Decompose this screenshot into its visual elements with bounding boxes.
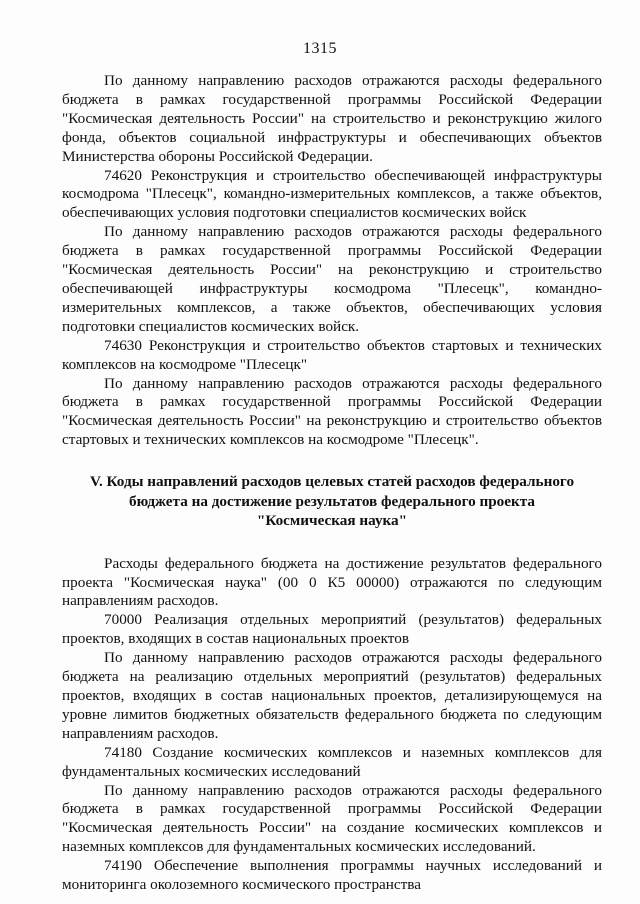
- paragraph-code-74180: 74180 Создание космических комплексов и наземных комплексов для фундаментальных космических исследований: [62, 743, 602, 780]
- section-heading: [62, 472, 602, 531]
- paragraph-direction-description: По данному направлению расходов отражаются расходы федерального бюджета в рамках государственной программы Российской Федерации "Космическая деятельность России" на реконструкцию и строительство объектов стартовых и технических комплексов на космодроме "Плесецк".: [62, 374, 602, 449]
- section-heading-line: "Космическая наука": [256, 512, 408, 530]
- paragraph-direction-description: По данному направлению расходов отражаются расходы федерального бюджета в рамках государственной программы Российской Федерации "Космическая деятельность России" на создание космических комплексов и наземных комплексов для фундаментальных космических исследований.: [62, 781, 602, 856]
- paragraph-intro: Расходы федерального бюджета на достижение результатов федерального проекта "Космическая наука" (00 0 К5 00000) отражаются по следующим направлениям расходов.: [62, 554, 602, 610]
- paragraph-code-74620: 74620 Реконструкция и строительство обеспечивающей инфраструктуры космодрома "Плесецк", командно-измерительных комплексов, а также объектов, обеспечивающих условия подготовки специалистов космических войск: [62, 166, 602, 222]
- section-heading-line: бюджета на достижение результатов федерального проекта: [128, 492, 536, 510]
- paragraph-code-74190: 74190 Обеспечение выполнения программы научных исследований и мониторинга околоземного космического пространства: [62, 857, 602, 894]
- paragraph-code-74630: 74630 Реконструкция и строительство объектов стартовых и технических комплексов на космодроме "Плесецк": [62, 336, 602, 373]
- paragraph-direction-description: По данному направлению расходов отражаются расходы федерального бюджета в рамках государственной программы Российской Федерации "Космическая деятельность России" на реконструкцию и строительство обеспечивающей инфраструктуры космодрома "Плесецк", командно-измерительных комплексов, а также объектов, обеспечивающих условия подготовки специалистов космических войск.: [62, 223, 602, 335]
- paragraph-code-70000: 70000 Реализация отдельных мероприятий (результатов) федеральных проектов, входящих в состав национальных проектов: [62, 611, 602, 648]
- document-body: [62, 72, 602, 895]
- page-number: 1315: [303, 40, 337, 57]
- paragraph-direction-description: По данному направлению расходов отражаются расходы федерального бюджета на реализацию отдельных мероприятий (результатов) федеральных проектов, входящих в состав национальных проектов, детализирующемуся на уровне лимитов бюджетных обязательств федерального бюджета по следующим направлениям расходов.: [62, 649, 602, 742]
- section-heading-line: V. Коды направлений расходов целевых статей расходов федерального: [89, 473, 575, 491]
- paragraph-direction-description: По данному направлению расходов отражаются расходы федерального бюджета в рамках государственной программы Российской Федерации "Космическая деятельность России" на строительство и реконструкцию жилого фонда, объектов социальной инфраструктуры и обеспечивающих объектов Министерства обороны Российской Федерации.: [62, 72, 602, 165]
